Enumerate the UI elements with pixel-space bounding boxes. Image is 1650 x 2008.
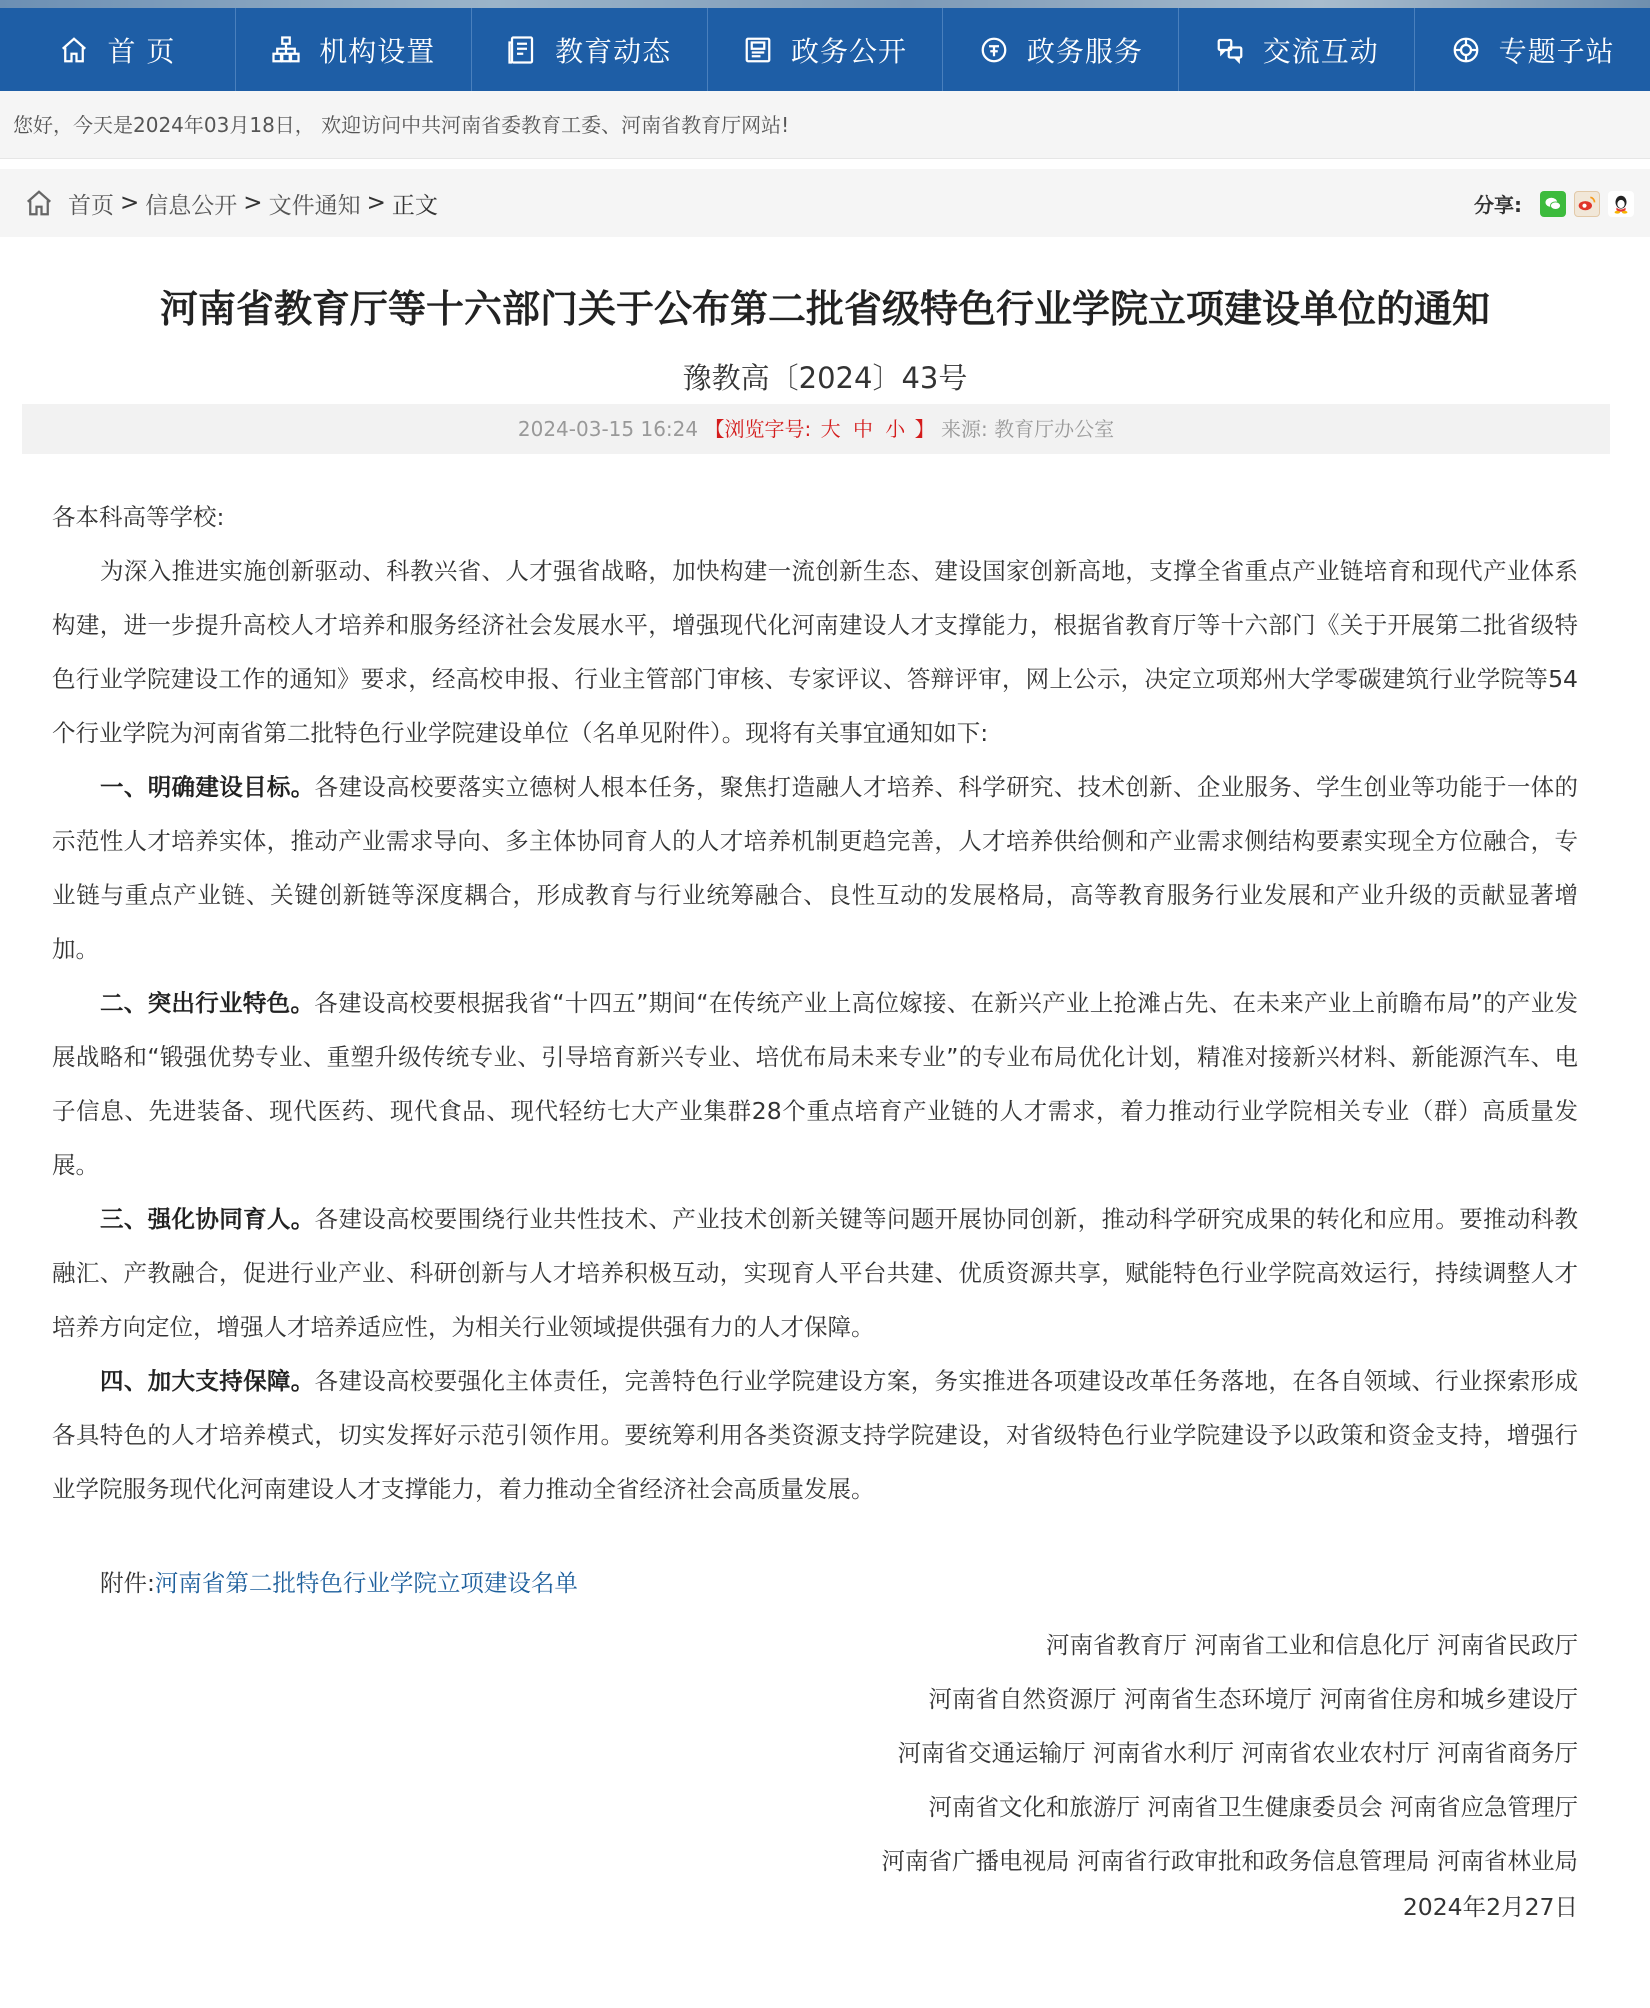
share-label: 分享: [1474, 193, 1522, 217]
welcome-message: 您好，今天是2024年03月18日， 欢迎访问中共河南省委教育工委、河南省教育厅网站! [0, 91, 1650, 159]
nav-item-service[interactable] [943, 8, 1179, 91]
attachment [100, 1564, 578, 1598]
breadcrumb-notices[interactable]: 文件通知 [268, 192, 361, 219]
font-size-bracket: 】 [914, 417, 935, 441]
section-paragraph [52, 1192, 1578, 1354]
document-icon [743, 35, 773, 65]
home-icon [59, 35, 89, 65]
nav-item-org[interactable] [236, 8, 472, 91]
publish-datetime: 2024-03-15 16:24 [517, 417, 699, 441]
font-size-small-button[interactable]: 小 [885, 417, 906, 441]
section-heading: 三、强化协同育人。 [100, 1205, 315, 1233]
article-meta [22, 404, 1610, 454]
topic-icon [1451, 35, 1481, 65]
home-icon [24, 188, 54, 218]
signer-line: 河南省文化和旅游厅 河南省卫生健康委员会 河南省应急管理厅 [928, 1793, 1578, 1821]
attachment-link[interactable]: 河南省第二批特色行业学院立项建设名单 [154, 1569, 578, 1597]
section-text: 各建设高校要围绕行业共性技术、产业技术创新关键等问题开展协同创新，推动科学研究成果的转化和应用。要推动科教融汇、产教融合，促进行业产业、科研创新与人才培养积极互动，实现育人平台共建、优质资源共享，赋能特色行业学院高效运行，持续调整人才培养方向定位，增强人才培养适应性，为相关行业领域提供强有力的人才保障。 [52, 1205, 1579, 1341]
share-bar [1474, 189, 1634, 218]
attachment-label: 附件: [100, 1569, 155, 1597]
banner-strip [0, 0, 1650, 8]
nav-item-interact[interactable] [1179, 8, 1415, 91]
nav-item-news[interactable] [472, 8, 708, 91]
nav-item-label: 首 页 [107, 34, 176, 68]
signer-list [882, 1618, 1578, 1888]
signing-date: 2024年2月27日 [1402, 1893, 1578, 1921]
nav-item-label: 教育动态 [555, 34, 672, 68]
section-text: 各建设高校要根据我省“十四五”期间“在传统产业上高位嫁接、在新兴产业上抢滩占先、在未来产业上前瞻布局”的产业发展战略和“锻强优势专业、重塑升级传统专业、引导培育新兴专业、培优布局未来专业”的专业布局优化计划，精准对接新兴材料、新能源汽车、电子信息、先进装备、现代医药、现代食品、现代轻纺七大产业集群28个重点培育产业链的人才需求，着力推动行业学院相关专业（群）高质量发展。 [52, 989, 1579, 1179]
main-nav [0, 8, 1650, 91]
nav-item-label: 政务公开 [791, 34, 908, 68]
nav-item-open[interactable] [708, 8, 944, 91]
breadcrumb-separator: > [243, 190, 263, 216]
nav-item-topics[interactable] [1415, 8, 1650, 91]
section-paragraph [52, 976, 1578, 1192]
breadcrumb-home[interactable]: 首页 [68, 192, 114, 219]
breadcrumb-separator: > [366, 190, 386, 216]
section-paragraph [52, 760, 1578, 976]
breadcrumb-bar [0, 169, 1650, 237]
font-size-large-button[interactable]: 大 [820, 417, 841, 441]
salutation: 各本科高等学校: [52, 503, 225, 531]
section-heading: 一、明确建设目标。 [100, 773, 315, 801]
news-icon [507, 35, 537, 65]
org-chart-icon [271, 35, 301, 65]
section-text: 各建设高校要落实立德树人根本任务，聚焦打造融人才培养、科学研究、技术创新、企业服务、学生创业等功能于一体的示范性人才培养实体，推动产业需求导向、多主体协同育人的人才培养机制更趋完善，人才培养供给侧和产业需求侧结构要素实现全方位融合，专业链与重点产业链、关键创新链等深度耦合，形成教育与行业统筹融合、良性互动的发展格局，高等教育服务行业发展和产业升级的贡献显著增加。 [52, 773, 1579, 963]
signer-line: 河南省教育厅 河南省工业和信息化厅 河南省民政厅 [1046, 1631, 1578, 1659]
article-body [52, 490, 1578, 1516]
signer-line: 河南省交通运输厅 河南省水利厅 河南省农业农村厅 河南省商务厅 [897, 1739, 1578, 1767]
signer-line: 河南省广播电视局 河南省行政审批和政务信息管理局 河南省林业局 [881, 1847, 1578, 1875]
nav-item-label: 机构设置 [319, 34, 436, 68]
nav-item-label: 专题子站 [1498, 34, 1615, 68]
font-size-label: 【浏览字号: [704, 417, 812, 441]
wechat-icon[interactable] [1540, 191, 1566, 217]
interaction-icon [1215, 35, 1245, 65]
page-title: 河南省教育厅等十六部门关于公布第二批省级特色行业学院立项建设单位的通知 [159, 287, 1490, 331]
section-heading: 二、突出行业特色。 [100, 989, 315, 1017]
breadcrumb [0, 187, 438, 220]
document-number: 豫教高〔2024〕43号 [682, 361, 968, 395]
nav-item-label: 政务服务 [1026, 34, 1143, 68]
nav-item-label: 交流互动 [1262, 34, 1379, 68]
weibo-icon[interactable] [1574, 191, 1600, 217]
breadcrumb-info-open[interactable]: 信息公开 [145, 192, 238, 219]
qq-icon[interactable] [1608, 191, 1634, 217]
section-text: 各建设高校要强化主体责任，完善特色行业学院建设方案，务实推进各项建设改革任务落地，在各自领域、行业探索形成各具特色的人才培养模式，切实发挥好示范引领作用。要统筹利用各类资源支持学院建设，对省级特色行业学院建设予以政策和资金支持，增强行业学院服务现代化河南建设人才支撑能力，着力推动全省经济社会高质量发展。 [52, 1367, 1579, 1503]
intro-paragraph: 为深入推进实施创新驱动、科教兴省、人才强省战略，加快构建一流创新生态、建设国家创新高地，支撑全省重点产业链培育和现代产业体系构建，进一步提升高校人才培养和服务经济社会发展水平，增强现代化河南建设人才支撑能力，根据省教育厅等十六部门《关于开展第二批省级特色行业学院建设工作的通知》要求，经高校申报、行业主管部门审核、专家评议、答辩评审，网上公示，决定立项郑州大学零碳建筑行业学院等54个行业学院为河南省第二批特色行业学院建设单位（名单见附件）。现将有关事宜通知如下: [52, 557, 1578, 747]
signer-line: 河南省自然资源厅 河南省生态环境厅 河南省住房和城乡建设厅 [928, 1685, 1578, 1713]
section-paragraph [52, 1354, 1578, 1516]
section-heading: 四、加大支持保障。 [100, 1367, 315, 1395]
breadcrumb-current: 正文 [391, 192, 438, 219]
article-source: 来源: 教育厅办公室 [941, 417, 1115, 441]
breadcrumb-separator: > [120, 190, 140, 216]
font-size-medium-button[interactable]: 中 [852, 417, 873, 441]
nav-item-home[interactable] [0, 8, 236, 91]
service-icon [979, 35, 1009, 65]
